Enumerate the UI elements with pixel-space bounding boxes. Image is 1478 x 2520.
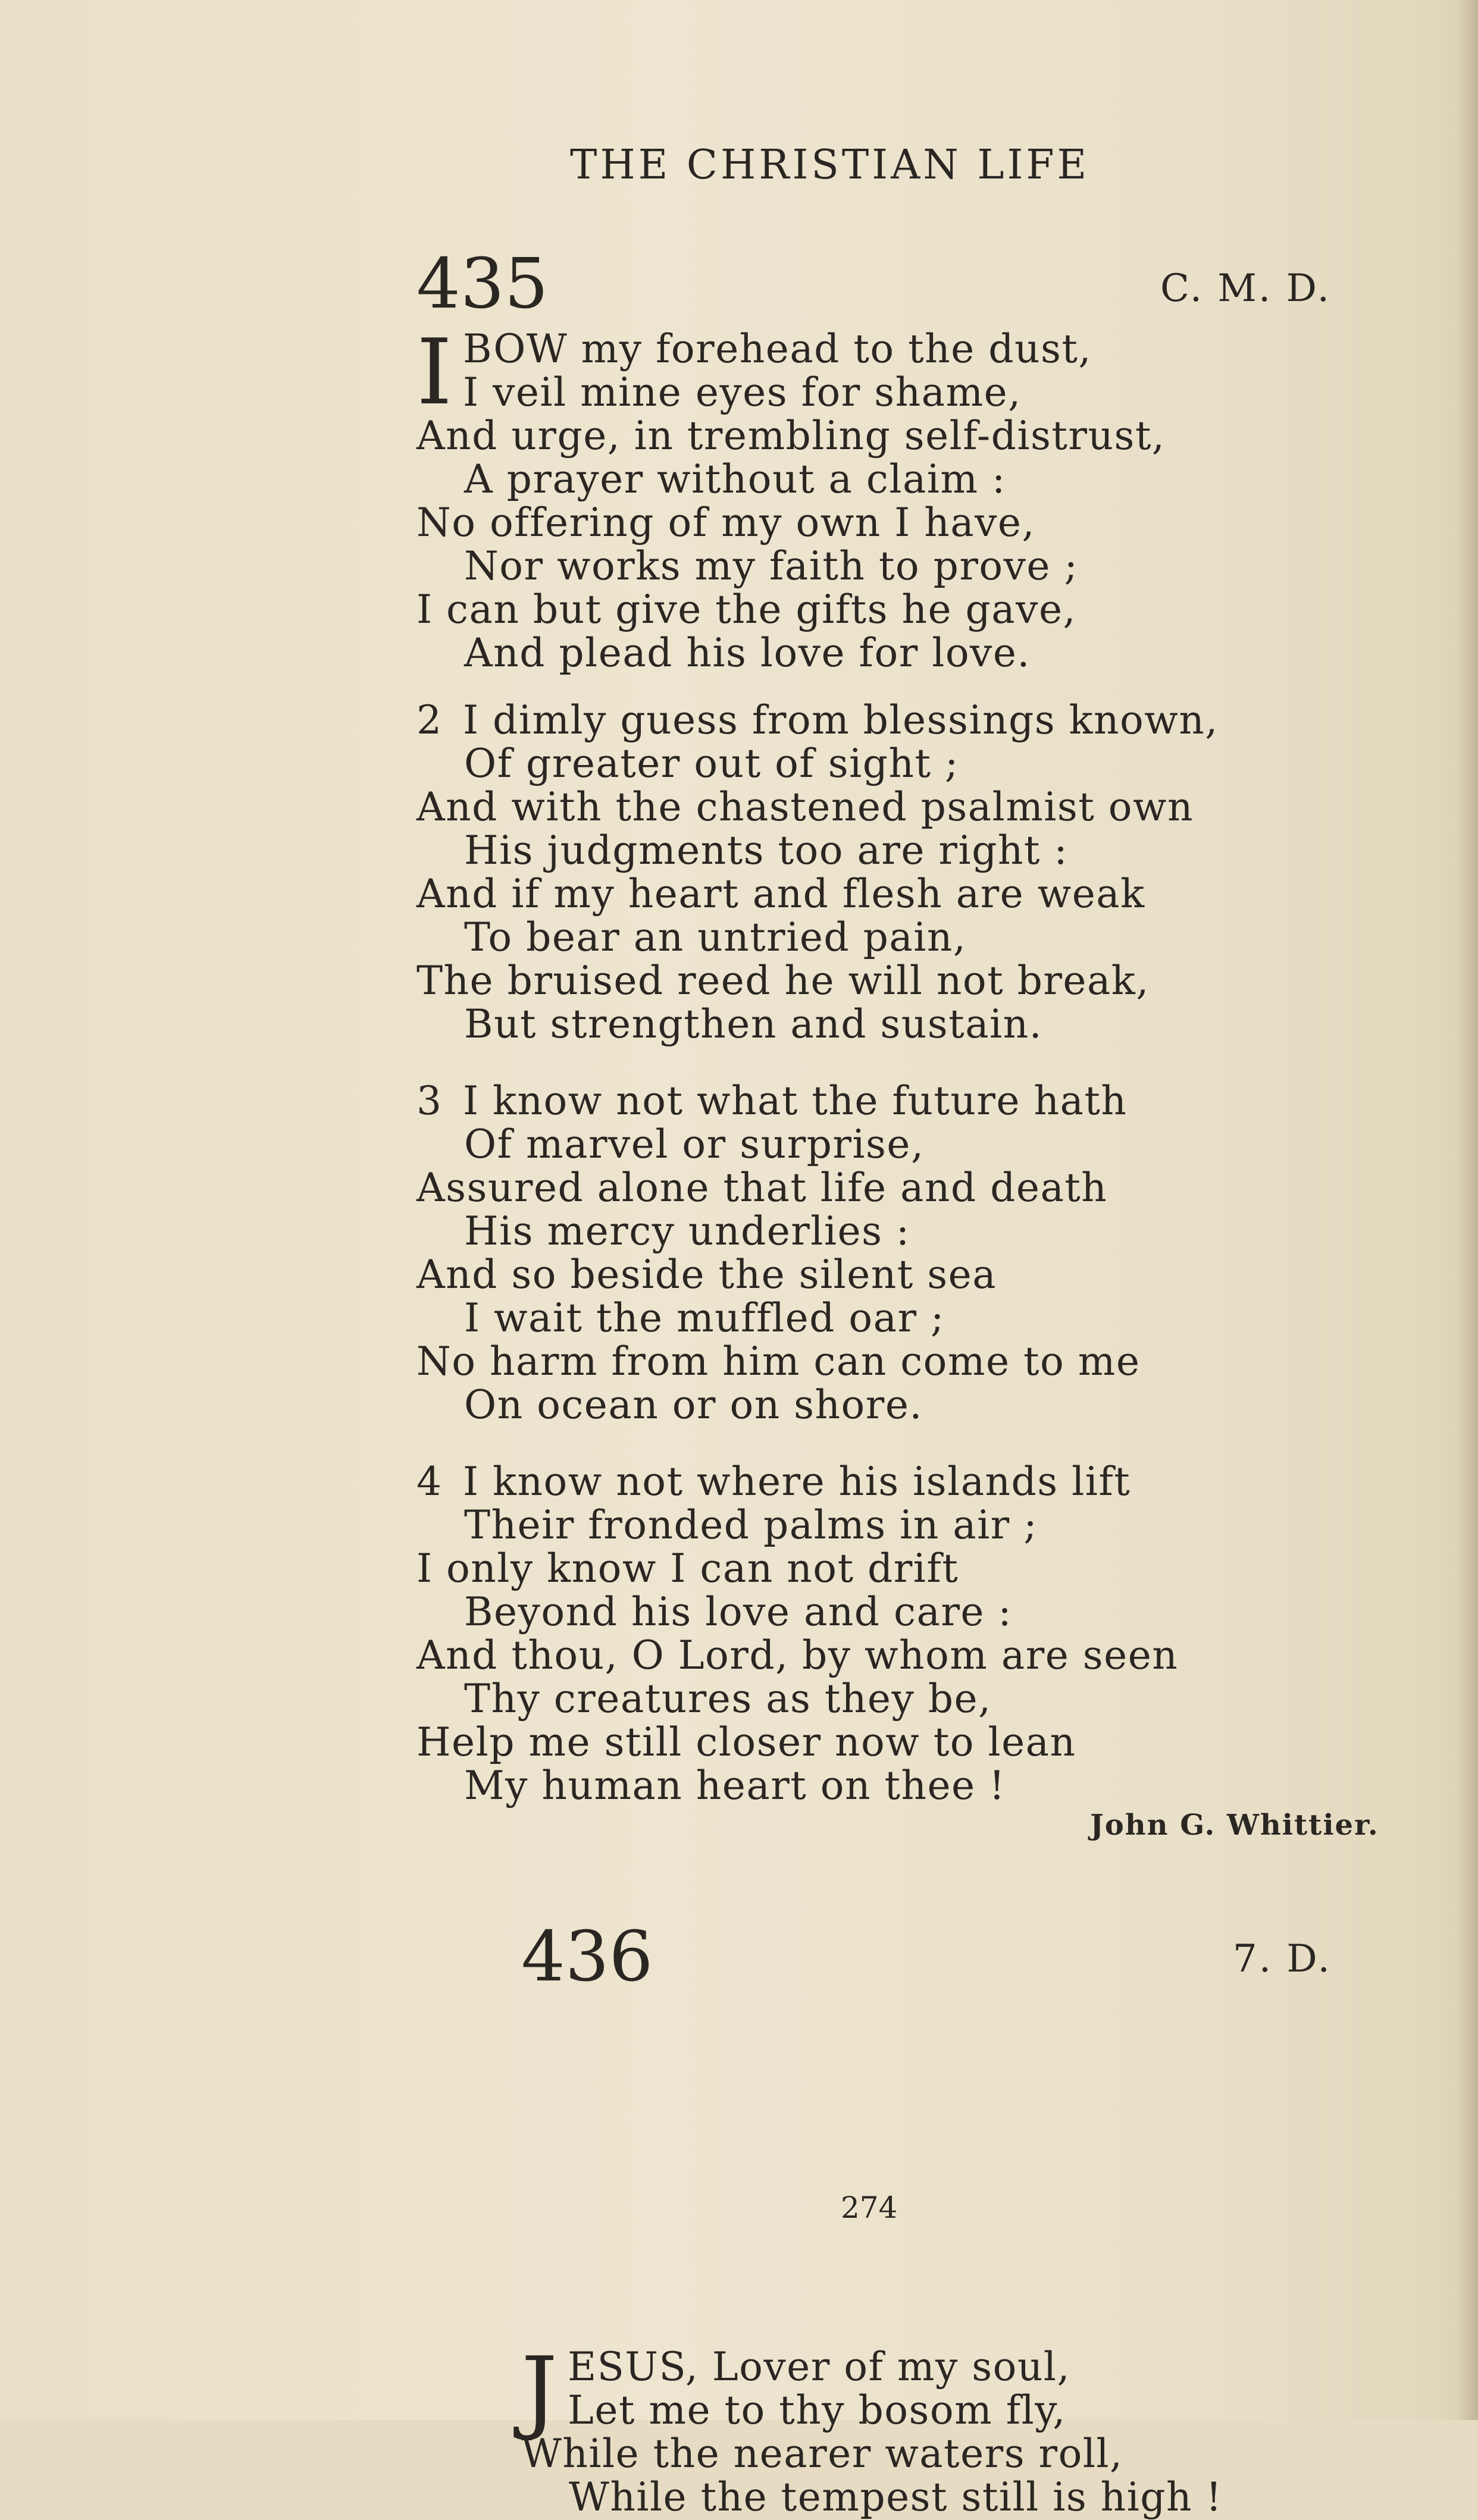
verse-line: No offering of my own I have,	[417, 500, 1035, 546]
verse-line: Of greater out of sight ;	[464, 741, 959, 786]
verse-line: Nor works my faith to prove ;	[464, 543, 1079, 589]
verse-line: And if my heart and flesh are weak	[417, 871, 1145, 917]
verse-line: I only know I can not drift	[417, 1546, 959, 1591]
verse-line: Their fronded palms in air ;	[464, 1502, 1038, 1548]
stanza-number: 3	[417, 1078, 443, 1124]
drop-cap: I	[417, 319, 453, 425]
verse-line: On ocean or on shore.	[464, 1382, 923, 1428]
verse-line: While the nearer waters roll,	[521, 2431, 1123, 2477]
stanza-number: 2	[417, 697, 443, 743]
verse-line: I know not what the future hath	[463, 1078, 1128, 1124]
page-edge-shadow	[1458, 0, 1478, 2420]
verse-line: BOW my forehead to the dust,	[463, 326, 1092, 372]
verse-line: And urge, in trembling self-distrust,	[417, 413, 1166, 459]
hymn-435-stanza-2	[417, 698, 1321, 1046]
hymn-436-number: 436	[521, 1917, 653, 1997]
verse-line: My human heart on thee !	[464, 1763, 1006, 1808]
verse-line: Beyond his love and care :	[464, 1589, 1013, 1635]
verse-line: And with the chastened psalmist own	[417, 784, 1194, 830]
verse-line: I veil mine eyes for shame,	[463, 369, 1022, 415]
verse-line: I dimly guess from blessings known,	[463, 697, 1219, 743]
verse-line: And so beside the silent sea	[417, 1252, 997, 1297]
hymn-435-stanza-1	[417, 319, 1321, 676]
hymn-435-stanza-4	[417, 1460, 1321, 1807]
verse-line: No harm from him can come to me	[417, 1339, 1141, 1384]
verse-line: I know not where his islands lift	[463, 1459, 1131, 1505]
drop-cap: J	[521, 2337, 558, 2443]
verse-line: The bruised reed he will not break,	[417, 958, 1150, 1004]
hymn-436-stanza-1	[521, 2337, 1426, 2520]
hymn-435-number: 435	[417, 244, 549, 324]
verse-line: I can but give the gifts he gave,	[417, 587, 1076, 632]
verse-line: And plead his love for love.	[464, 630, 1031, 676]
verse-line: And thou, O Lord, by whom are seen	[417, 1632, 1179, 1678]
hymn-436-meter: 7. D.	[1233, 1937, 1332, 1981]
verse-line: I wait the muffled oar ;	[464, 1295, 945, 1341]
hymn-435-author: John G. Whittier.	[1090, 1808, 1379, 1842]
verse-line: Let me to thy bosom fly,	[568, 2387, 1066, 2433]
stanza-number: 4	[417, 1459, 443, 1505]
verse-line: But strengthen and sustain.	[464, 1001, 1043, 1047]
verse-line: Of marvel or surprise,	[464, 1121, 925, 1167]
running-header: THE CHRISTIAN LIFE	[570, 142, 1090, 189]
verse-line: Thy creatures as they be,	[464, 1676, 992, 1722]
verse-line: Help me still closer now to lean	[417, 1719, 1076, 1765]
hymn-435-meter: C. M. D.	[1160, 267, 1331, 311]
page-number: 274	[841, 2190, 898, 2225]
hymn-435-stanza-3	[417, 1079, 1321, 1427]
verse-line: His judgments too are right :	[464, 828, 1069, 873]
verse-line: To bear an untried pain,	[464, 914, 967, 960]
verse-line: His mercy underlies :	[464, 1208, 910, 1254]
verse-line: ESUS, Lover of my soul,	[568, 2344, 1070, 2390]
verse-line: While the tempest still is high !	[569, 2474, 1223, 2520]
verse-line: Assured alone that life and death	[417, 1165, 1108, 1211]
verse-line: A prayer without a claim :	[464, 456, 1006, 502]
